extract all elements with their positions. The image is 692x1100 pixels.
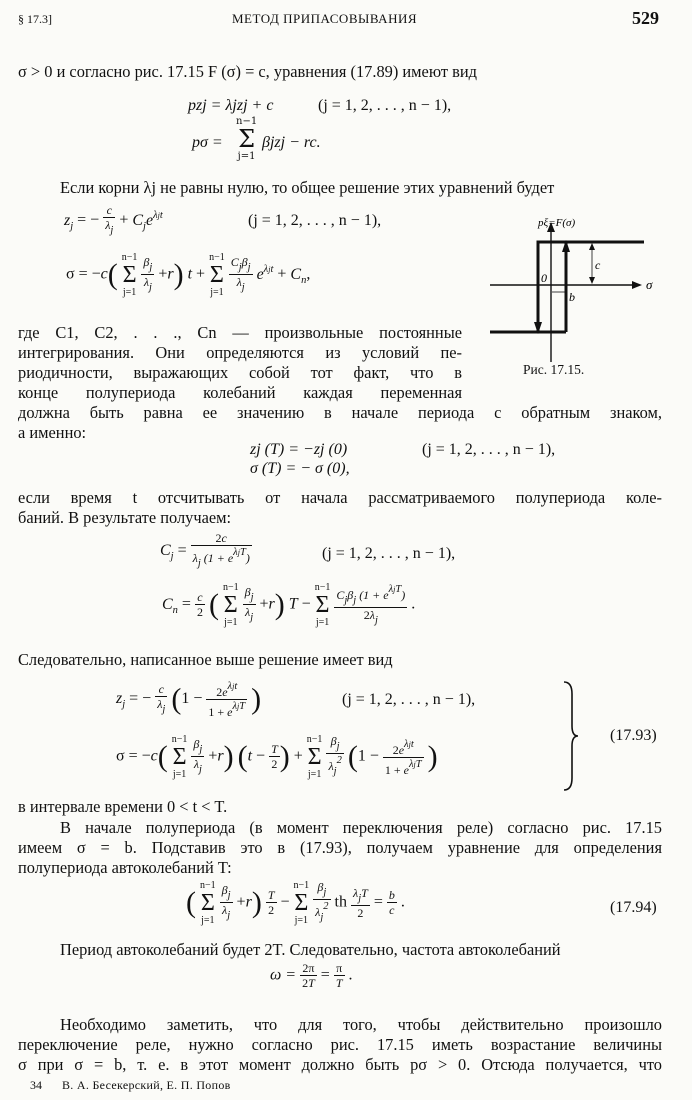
paragraph-period: Период автоколебаний будет 2T. Следовательно, частота автоколебаний [60,940,561,959]
condition-zj: zj (T) = −zj (0) [250,441,348,458]
equation-pz: pzj = λjzj + c [188,97,274,114]
paragraph-note-l2: переключение реле, нужно согласно рис. 17.15 иметь возрастание величины [18,1035,662,1054]
label-b: b [569,290,575,304]
equation-tag-17-94: (17.94) [610,899,657,916]
paragraph-constants-l6: а именно: [18,423,87,442]
right-brace [560,680,580,792]
paragraph-intro: σ > 0 и согласно рис. 17.15 F (σ) = c, уравнения (17.89) имеют вид [18,62,477,81]
paragraph-constants-l4: конце полупериода колебаний каждая переменная [18,383,462,402]
equation-half-period: ( n−1 Σ j=1 $\frac{\beta j}{\lambda j}$ +r) $\frac{T}{2}$ − n−1 Σ j=1 $\frac{\beta j}{\lambda j2}$ th $\frac{\text{λjT}}{2}$ = $\frac{b}{c}$ . [186,880,405,926]
section-ref: § 17.3] [18,12,52,26]
equation-cn: $C_n$ = $\frac{c}{2}$ ( n−1 Σ j=1 $\frac{\beta j}{\lambda j}$ +r) T − n−1 Σ j=1 $\frac{\text{Cjβj (1 + eλjT)}}{2\lambda j}$ . [162,582,416,628]
equation-cj: $C_j$ = $\frac{2c}{\text{λj (1 + eλjT)}}$ [160,531,250,569]
label-y-axis: pξ=F(σ) [538,217,576,229]
equation-psigma-lhs: pσ = [192,134,223,151]
paragraph-switching-l1: В начале полупериода (в момент переключения реле) согласно рис. 17.15 [60,818,662,837]
label-c: c [595,258,601,272]
figure-17-15 [486,212,666,372]
paragraph-time-l1: если время t отсчитывать от начала рассматриваемого полупериода коле- [18,488,662,507]
paragraph-constants-l3: риодичности, выражающих собой тот факт, что в [18,363,462,382]
footer-sheet-number: 34 [30,1078,42,1092]
running-title: МЕТОД ПРИПАСОВЫВАНИЯ [232,11,418,26]
equation-frequency: ω = $\frac{2\pi}{2T}$ = $\frac{\pi}{T}$ . [270,961,353,990]
footer-authors: В. А. Бесекерский, Е. П. Попов [62,1078,231,1092]
paragraph-constants-l5: должна быть равна ее значению в начале периода с обратным знаком, [18,403,662,422]
equation-sigma-final: σ = −c( n−1 Σ j=1 $\frac{\beta j}{\lambda j}$ +r) (t − $\frac{T}{2}$ ) + n−1 Σ j=1 $\frac{\beta j}{\lambda j2}$ (1 − $\frac{\text{2eλjt}}{\text{1 + eλjT}}$ ) [116,734,438,780]
label-x-axis: σ [646,277,653,292]
paragraph-switching-l2: имеем σ = b. Подставив это в (17.93), получаем уравнение для определения [18,838,662,857]
paragraph-solution: Следовательно, написанное выше решение имеет вид [18,650,393,669]
paragraph-constants-l1: где C1, C2, . . ., Cn — произвольные постоянные [18,323,462,342]
equation-tag-17-93: (17.93) [610,727,657,744]
condition-sigma: σ (T) = − σ (0), [250,460,350,477]
paragraph-general-solution: Если корни λj не равны нулю, то общее решение этих уравнений будет [60,178,555,197]
equation-psigma-body: βjzj − rc. [262,134,321,151]
x-axis-arrow [632,281,642,289]
figure-caption: Рис. 17.15. [523,362,585,377]
equation-sigma-general: σ = −c( n−1 Σ j=1 $\frac{\beta j}{\lambda j}$ +r) t + n−1 Σ j=1 $\frac{\text{Cjβj}}{\lambda j}$ $e^{\lambda jt} + C_n$, [66,252,311,298]
label-origin: 0 [541,271,547,285]
paragraph-time-l2: баний. В результате получаем: [18,508,232,527]
sum-lower-limit: j=1 [237,151,256,162]
paragraph-note-l3: σ при σ = b, т. е. в этот момент должно быть pσ > 0. Отсюда получается, что [18,1055,662,1074]
condition-zj-range: (j = 1, 2, . . . , n − 1), [422,441,556,458]
paragraph-note-l1: Необходимо заметить, что для того, чтобы действительно произошло [60,1015,662,1034]
equation-zj-final: $z_j$ = − $\frac{c}{\lambda j}$ (1 − $\frac{\text{2eλjt}}{\text{1 + eλjT}}$ ) [116,681,262,719]
omega-lhs: ω = [270,966,297,984]
paragraph-interval: в интервале времени 0 < t < T. [18,797,228,816]
sum-upper-limit: n−1 [236,116,258,127]
paragraph-constants-l2: интегрирования. Они определяются из условий пе- [18,343,462,362]
equation-zj-condition: (j = 1, 2, . . . , n − 1), [248,212,382,229]
equation-pz-condition: (j = 1, 2, . . . , n − 1), [318,97,452,114]
paragraph-switching-l3: полупериода автоколебаний T: [18,858,232,877]
equation-cj-condition: (j = 1, 2, . . . , n − 1), [322,545,456,562]
page-number: 529 [632,8,659,28]
equation-zj: $z_j$ = − $\frac{c}{\lambda j}$ + $C_je^{\lambda jt}$ [64,203,163,236]
sum-symbol: n−1 Σ j=1 [236,116,258,162]
equation-zj-final-condition: (j = 1, 2, . . . , n − 1), [342,691,476,708]
